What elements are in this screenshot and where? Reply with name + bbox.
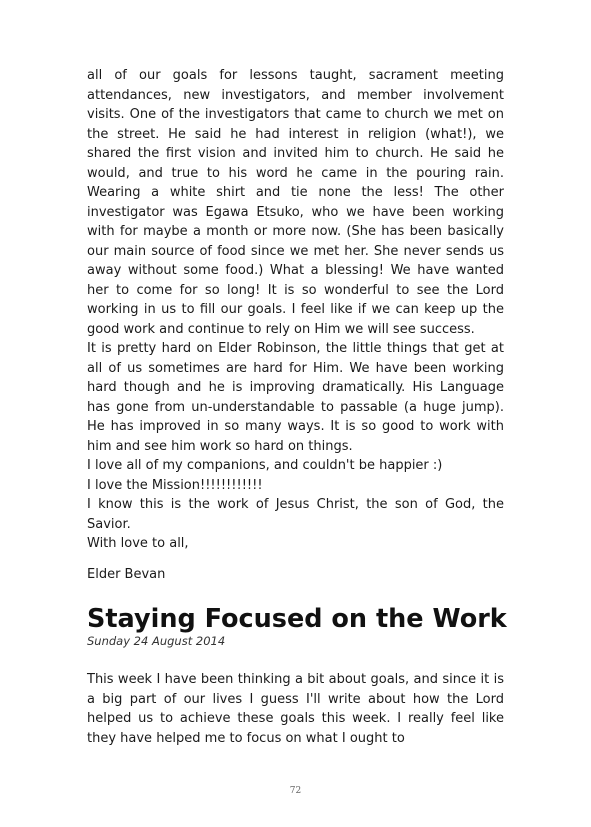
body-paragraph: It is pretty hard on Elder Robinson, the little things that get at all of us sometimes are hard for Him. We have been working hard though and he is improving dramatically. His Language has gone from un-understandable to passable (a huge jump). He has improved in so many ways. It is so good to work with him and see him work so hard on things. [87,341,504,454]
page-number: 72 [289,786,302,796]
body-paragraph: I know this is the work of Jesus Christ, the son of God, the Savior. [87,497,504,532]
signature: Elder Bevan [87,566,166,582]
body-paragraph: I love the Mission!!!!!!!!!!!! [87,477,263,493]
body-paragraph: I love all of my companions, and couldn't be happier :) [87,458,443,473]
post-title: Staying Focused on the Work [87,604,507,634]
post-date: Sunday 24 August 2014 [87,634,226,648]
page-content [87,66,507,748]
body-paragraph: all of our goals for lessons taught, sacrament meeting attendances, new investigators, and member involvement visits. One of the investigators that came to church we met on the street. He said he had interest in religion (what!), we shared the first vision and invited him to church. He said he would, and true to his word he came in the pouring rain. Wearing a white shirt and tie none the less! The other investigator was Egawa Etsuko, who we have been working with for maybe a month or more now. (She has been basically our main source of food since we met her. She never sends us away without some food.) What a blessing! We have wanted her to come for so long! It is so wonderful to see the Lord working in us to fill our goals. I feel like if we can keep up the good work and continue to rely on Him we will see success. [87,68,504,337]
intro-paragraph: This week I have been thinking a bit about goals, and since it is a big part of our lives I guess I'll write about how the Lord helped us to achieve these goals this week. I really feel like they have helped me to focus on what I ought to [87,672,504,746]
closing-line: With love to all, [87,536,189,551]
